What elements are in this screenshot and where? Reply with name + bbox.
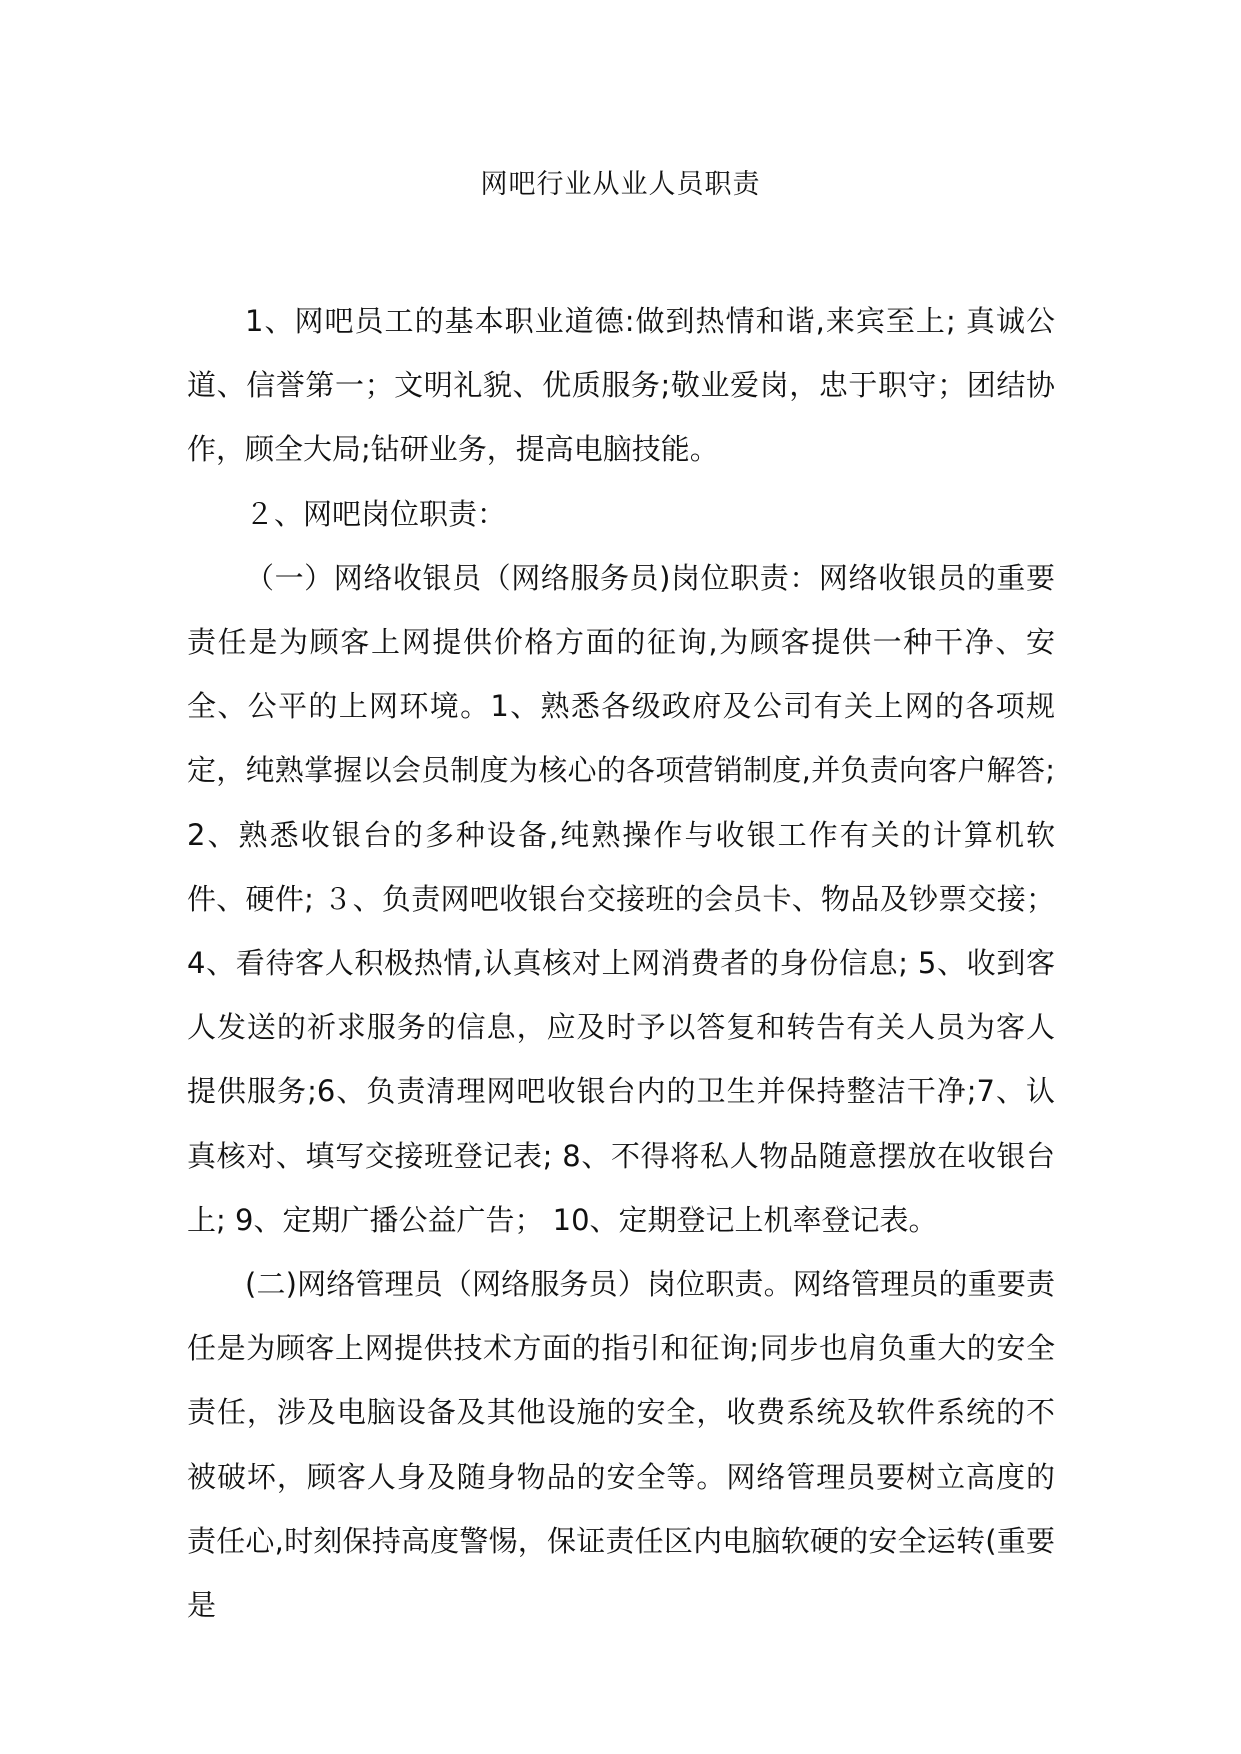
paragraph-job-duties-heading: ２、网吧岗位职责：	[245, 496, 507, 531]
document-body	[187, 289, 1055, 1637]
paragraph-professional-ethics: 1、网吧员工的基本职业道德:做到热情和谐,来宾至上; 真诚公道、信誉第一；文明礼貌、优质服务;敬业爱岗，忠于职守；团结协作，顾全大局;钻研业务，提高电脑技能。	[187, 304, 1055, 467]
document-title: 网吧行业从业人员职责	[480, 169, 761, 200]
paragraph-network-admin-duties: (二)网络管理员（网络服务员）岗位职责。网络管理员的重要责任是为顾客上网提供技术方面的指引和征询;同步也肩负重大的安全责任，涉及电脑设备及其他设施的安全，收费系统及软件系统的不被破坏，顾客人身及随身物品的安全等。网络管理员要树立高度的责任心,时刻保持高度警惕，保证责任区内电脑软硬的安全运转(重要是	[187, 1267, 1055, 1623]
paragraph-cashier-duties: （一）网络收银员（网络服务员)岗位职责：网络收银员的重要责任是为顾客上网提供价格方面的征询,为顾客提供一种干净、安全、公平的上网环境。1、熟悉各级政府及公司有关上网的各项规定，纯熟掌握以会员制度为核心的各项营销制度,并负责向客户解答; 2、熟悉收银台的多种设备,纯熟操作与收银工作有关的计算机软件、硬件; ３、负责网吧收银台交接班的会员卡、物品及钞票交接；4、看待客人积极热情,认真核对上网消费者的身份信息; 5、收到客人发送的祈求服务的信息，应及时予以答复和转告有关人员为客人提供服务;6、负责清理网吧收银台内的卫生并保持整洁干净;7、认真核对、填写交接班登记表; 8、不得将私人物品随意摆放在收银台上; 9、定期广播公益广告； 10、定期登记上机率登记表。	[187, 560, 1055, 1237]
